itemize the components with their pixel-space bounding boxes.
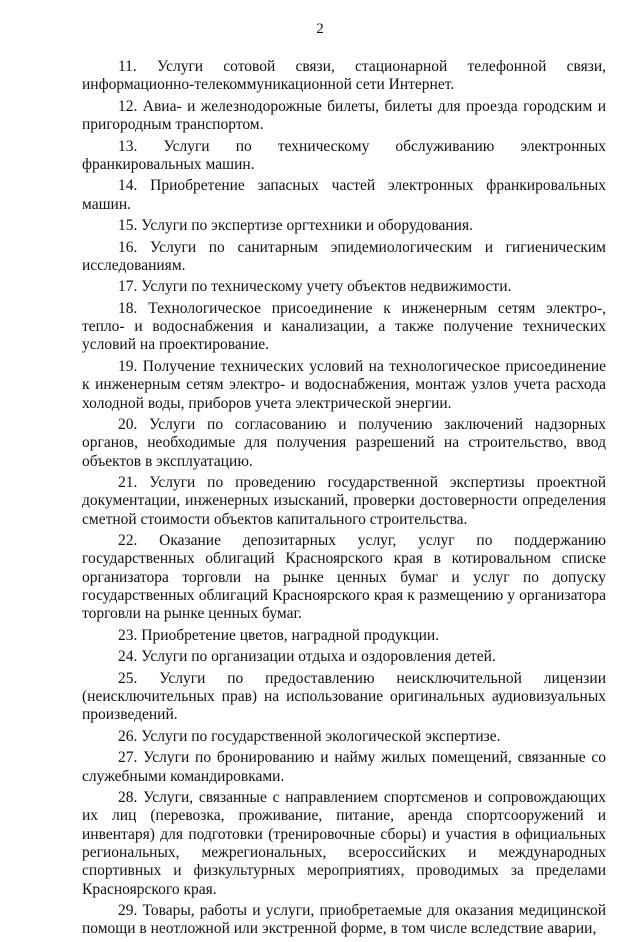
list-item: 26. Услуги по государственной экологической экспертизе. — [118, 727, 501, 745]
page-number: 2 — [316, 21, 324, 37]
list-item: 14. Приобретение запасных частей электронных франкировальных машин. — [82, 177, 606, 213]
list-item: 27. Услуги по бронированию и найму жилых помещений, связанные со служебными командировками. — [82, 749, 606, 785]
list-item: 19. Получение технических условий на технологическое присоединение к инженерным сетям электро- и водоснабжения, монтаж узлов учета расхода холодной воды, приборов учета электрической энергии. — [82, 357, 606, 412]
document-body — [82, 58, 606, 942]
list-item: 15. Услуги по экспертизе оргтехники и оборудования. — [118, 217, 473, 235]
list-item: 29. Товары, работы и услуги, приобретаемые для оказания медицинской помощи в неотложной или экстренной форме, в том числе вследствие аварии, — [82, 902, 606, 938]
list-item: 13. Услуги по техническому обслуживанию электронных франкировальных машин. — [82, 137, 606, 173]
list-item: 20. Услуги по согласованию и получению заключений надзорных органов, необходимые для получения разрешений на строительство, ввод объектов в эксплуатацию. — [82, 416, 606, 470]
list-item: 16. Услуги по санитарным эпидемиологическим и гигиеническим исследованиям. — [82, 238, 606, 274]
list-item: 18. Технологическое присоединение к инженерным сетям электро-, тепло- и водоснабжения и канализации, а также получение технических условий на проектирование. — [82, 299, 606, 354]
list-item: 17. Услуги по техническому учету объектов недвижимости. — [118, 278, 512, 296]
list-item: 23. Приобретение цветов, наградной продукции. — [118, 626, 440, 644]
list-item: 28. Услуги, связанные с направлением спортсменов и сопровождающих их лиц (перевозка, проживание, питание, аренда спортсооружений и инвентаря) для подготовки (тренировочные сборы) и участия в официальных региональных, межрегиональных, всероссийских и международных спортивных и физкультурных мероприятиях, проводимых за пределами Красноярского края. — [82, 789, 606, 898]
list-item: 22. Оказание депозитарных услуг, услуг по поддержанию государственных облигаций Красноярского края в котировальном списке организатора торговли на рынке ценных бумаг и услуг по допуску государственных облигаций Красноярского края к размещению у организатора торговли на рынке ценных бумаг. — [82, 532, 606, 623]
list-item: 24. Услуги по организации отдыха и оздоровления детей. — [118, 648, 496, 666]
list-item: 11. Услуги сотовой связи, стационарной телефонной связи, информационно-телекоммуникационной сети Интернет. — [82, 58, 606, 94]
list-item: 12. Авиа- и железнодорожные билеты, билеты для проезда городским и пригородным транспортом. — [82, 97, 606, 134]
list-item: 21. Услуги по проведению государственной экспертизы проектной документации, инженерных изысканий, проверки достоверности определения сметной стоимости объектов капитального строительства. — [82, 474, 606, 528]
list-item: 25. Услуги по предоставлению неисключительной лицензии (неисключительных прав) на использование оригинальных аудиовизуальных произведений. — [82, 669, 606, 724]
